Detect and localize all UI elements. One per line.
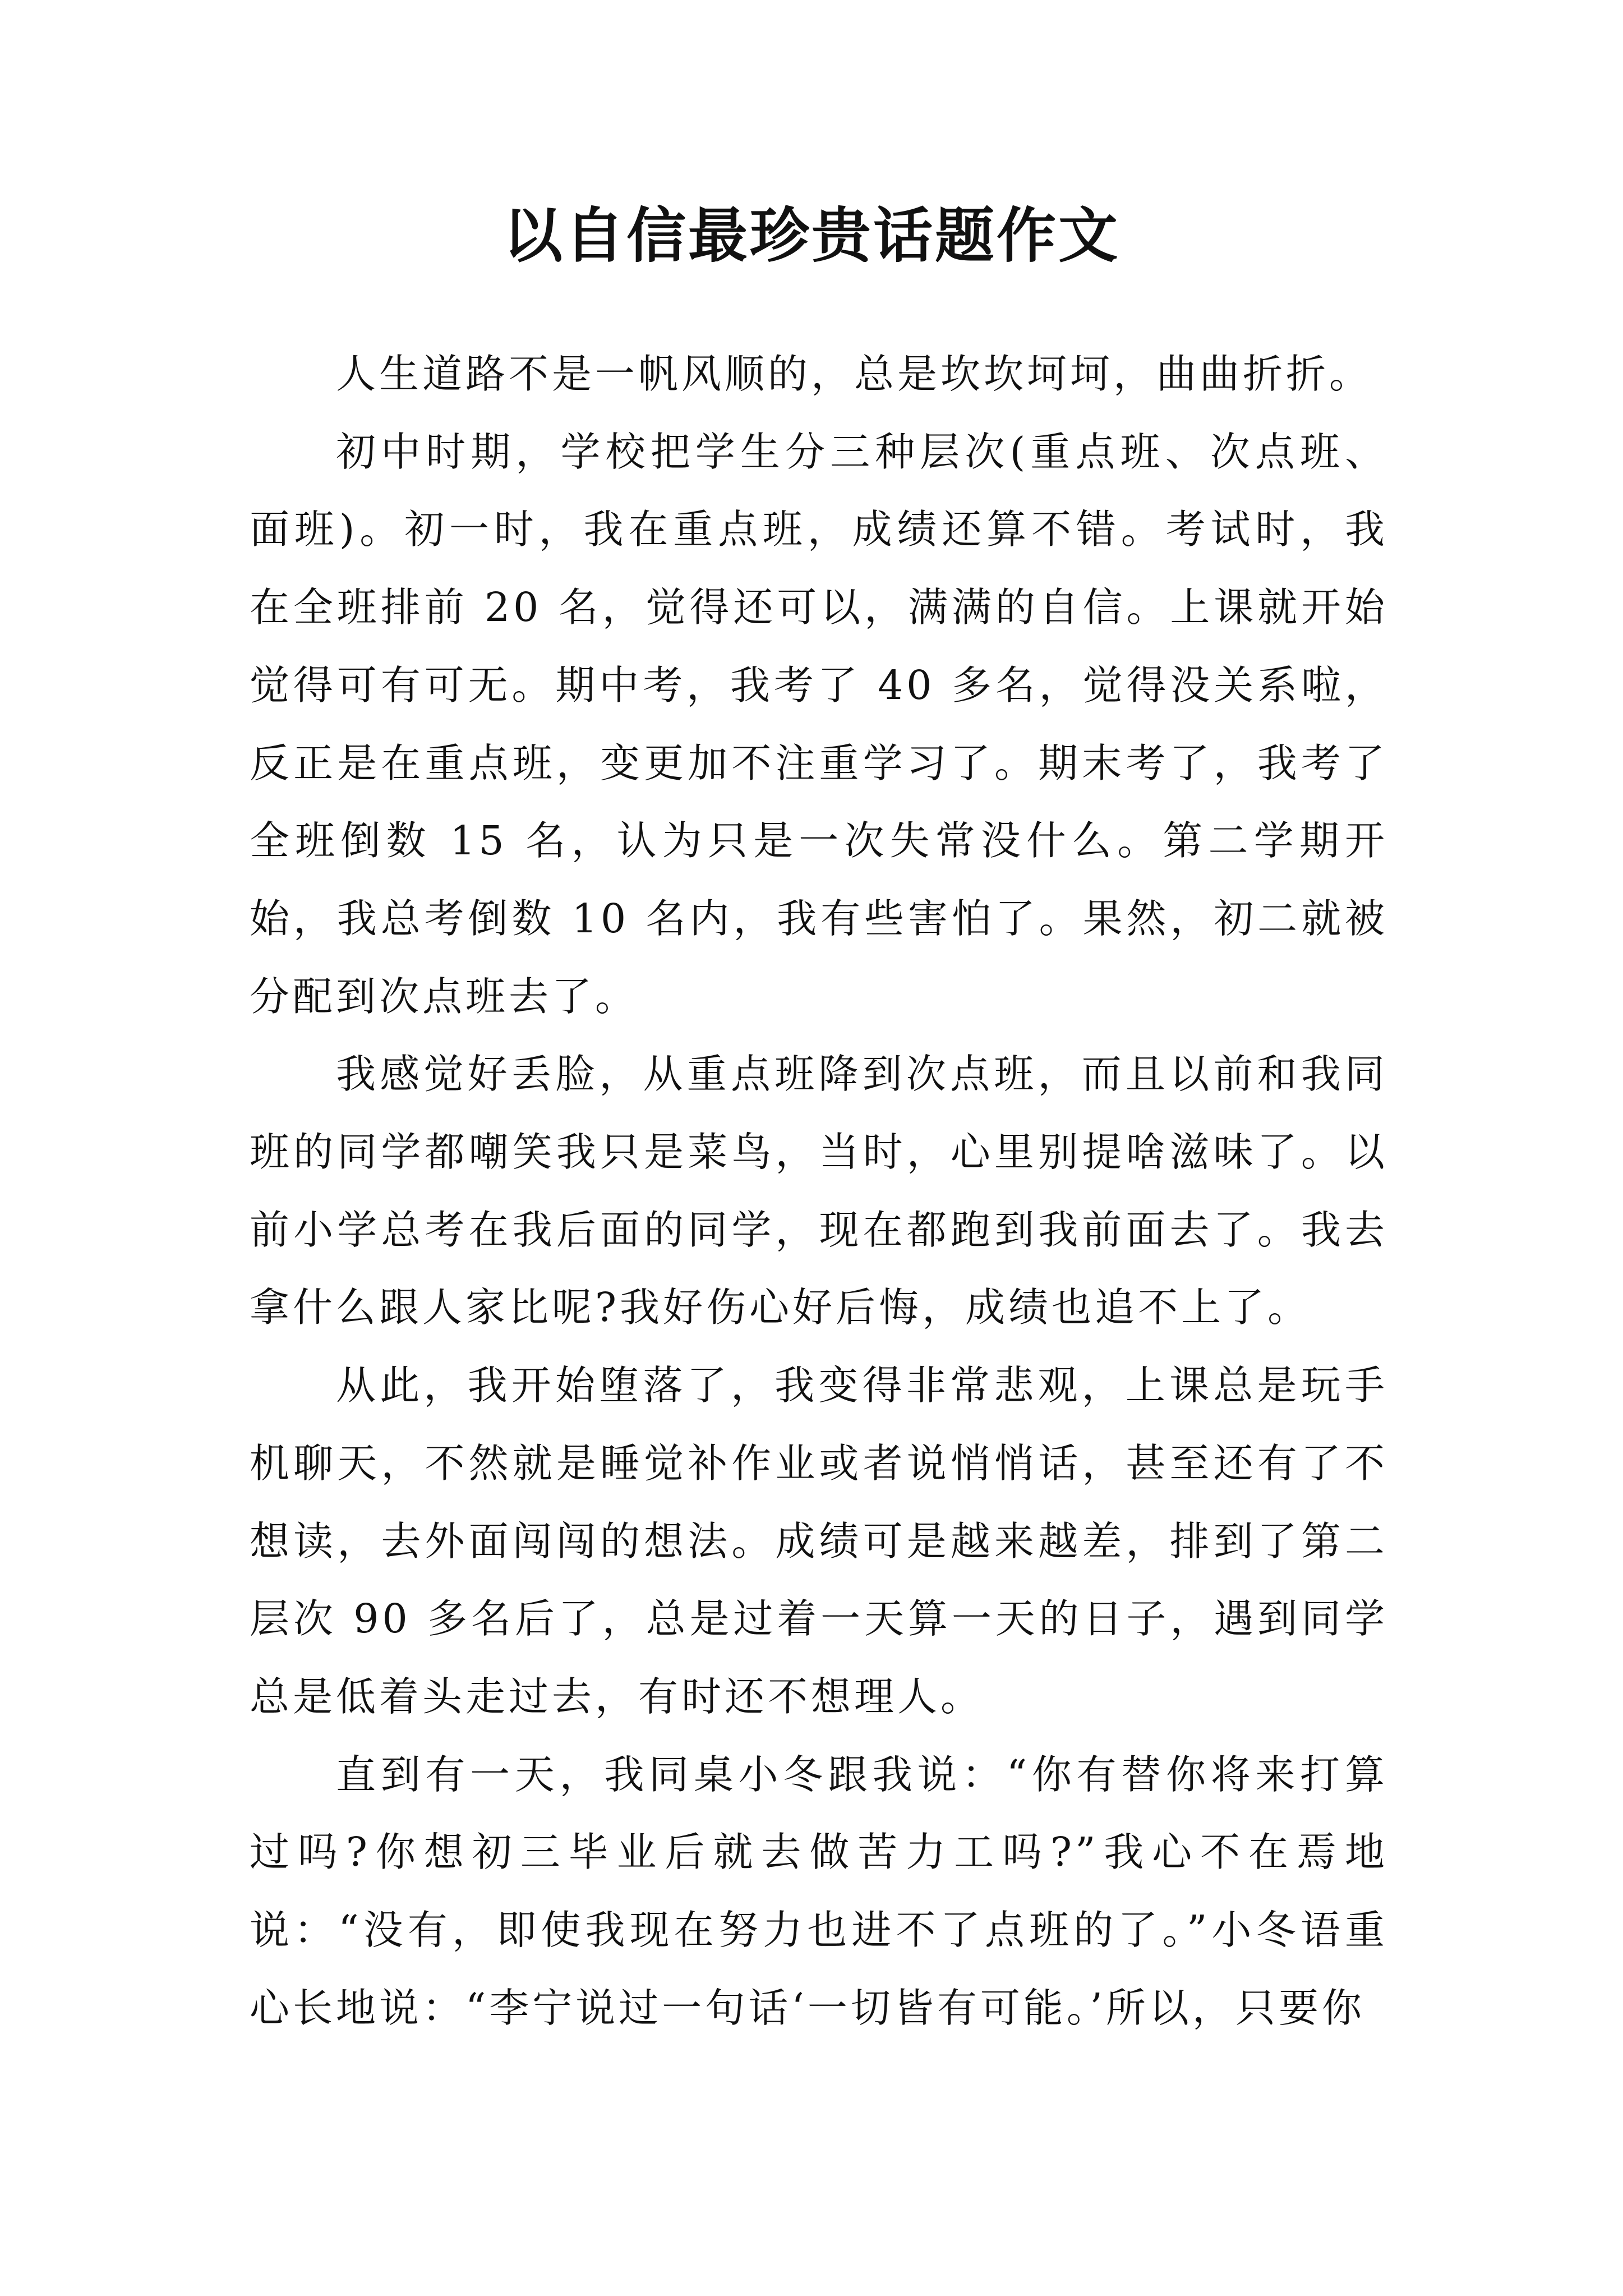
paragraph: 直到有一天，我同桌小冬跟我说：“你有替你将来打算过吗?你想初三毕业后就去做苦力工吗?”我心不在焉地说：“没有，即使我现在努力也进不了点班的了。”小冬语重心长地说：“李宁说过一句话‘一切皆有可能。’所以，只要你: [250, 1751, 1388, 2031]
paragraph: 人生道路不是一帆风顺的，总是坎坎坷坷，曲曲折折。: [336, 351, 1373, 397]
paragraph: 初中时期，学校把学生分三种层次(重点班、次点班、面班)。初一时，我在重点班，成绩还算不错。考试时，我在全班排前 20 名，觉得还可以，满满的自信。上课就开始觉得可有可无。期中考，我考了 40 多名，觉得没关系啦，反正是在重点班，变更加不注重学习了。期末考了，我考了全班倒数 15 名，认为只是一次失常没什么。第二学期开始，我总考倒数 10 名内，我有些害怕了。果然，初二就被分配到次点班去了。: [250, 428, 1388, 1020]
document-title: 以自信最珍贵话题作文: [503, 200, 1120, 270]
paragraph: 从此，我开始堕落了，我变得非常悲观，上课总是玩手机聊天，不然就是睡觉补作业或者说悄悄话，甚至还有了不想读，去外面闯闯的想法。成绩可是越来越差，排到了第二层次 90 多名后了，总是过着一天算一天的日子，遇到同学总是低着头走过去，有时还不想理人。: [250, 1362, 1388, 1720]
paragraph: 我感觉好丢脸，从重点班降到次点班，而且以前和我同班的同学都嘲笑我只是菜鸟，当时，心里别提啥滋味了。以前小学总考在我后面的同学，现在都跑到我前面去了。我去拿什么跟人家比呢?我好伤心好后悔，成绩也追不上了。: [250, 1051, 1388, 1331]
document-body: [250, 335, 1388, 2047]
